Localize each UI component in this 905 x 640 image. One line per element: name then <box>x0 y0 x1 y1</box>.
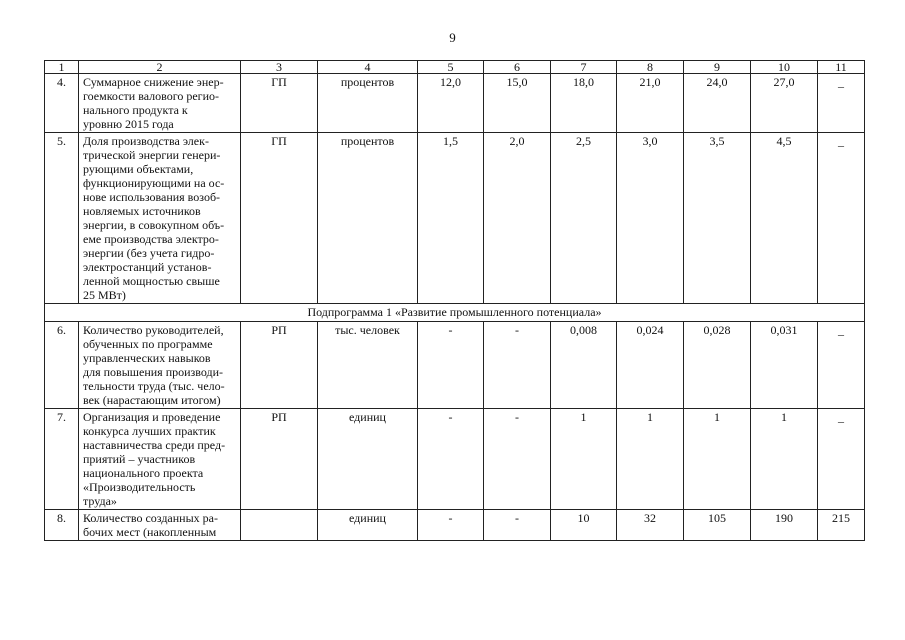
row-number: 5. <box>45 133 79 304</box>
value-cell: 1,5 <box>418 133 484 304</box>
value-cell: - <box>418 322 484 409</box>
row-number: 8. <box>45 510 79 541</box>
value-cell: 1 <box>684 409 751 510</box>
page-number: 9 <box>449 30 456 45</box>
column-header: 9 <box>684 61 751 74</box>
value-cell: 105 <box>684 510 751 541</box>
unit-cell: процентов <box>318 133 418 304</box>
value-cell: 215 <box>818 510 865 541</box>
value-cell: - <box>484 322 551 409</box>
indicator-name-line: управленческих навыков <box>83 351 211 365</box>
indicator-name-line: нального продукта к <box>83 103 188 117</box>
value-cell: 18,0 <box>551 74 617 133</box>
value-cell: 0,024 <box>617 322 684 409</box>
value-cell: _ <box>818 322 865 409</box>
value-cell: 0,031 <box>751 322 818 409</box>
indicator-name-line: для повышения производи- <box>83 365 224 379</box>
value-cell: - <box>484 409 551 510</box>
value-cell: _ <box>818 409 865 510</box>
indicator-name-line: конкурса лучших практик <box>83 424 216 438</box>
table-row <box>45 74 865 133</box>
indicator-name-line: новляемых источников <box>83 204 201 218</box>
row-number: 7. <box>45 409 79 510</box>
indicator-name <box>79 322 241 409</box>
value-cell: 3,0 <box>617 133 684 304</box>
value-cell: - <box>418 409 484 510</box>
indicator-name <box>79 510 241 541</box>
row-number: 4. <box>45 74 79 133</box>
value-cell: 1 <box>751 409 818 510</box>
subprogram-title: Подпрограмма 1 «Развитие промышленного потенциала» <box>45 304 865 322</box>
value-cell: 15,0 <box>484 74 551 133</box>
unit-cell: процентов <box>318 74 418 133</box>
value-cell: 32 <box>617 510 684 541</box>
source-cell: ГП <box>241 74 318 133</box>
table-row <box>45 322 865 409</box>
unit-cell: единиц <box>318 510 418 541</box>
indicator-name <box>79 133 241 304</box>
row-number: 6. <box>45 322 79 409</box>
value-cell: 27,0 <box>751 74 818 133</box>
value-cell: 12,0 <box>418 74 484 133</box>
column-header: 6 <box>484 61 551 74</box>
indicator-name-line: наставничества среди пред- <box>83 438 226 452</box>
value-cell: 10 <box>551 510 617 541</box>
value-cell: _ <box>818 74 865 133</box>
column-header: 2 <box>79 61 241 74</box>
value-cell: 0,008 <box>551 322 617 409</box>
indicator-name-line: гоемкости валового регио- <box>83 89 220 103</box>
value-cell: _ <box>818 133 865 304</box>
indicator-name-line: электростанций установ- <box>83 260 212 274</box>
indicator-name-line: «Производительность <box>83 480 196 494</box>
indicator-name <box>79 74 241 133</box>
table-row <box>45 409 865 510</box>
value-cell: 1 <box>617 409 684 510</box>
indicator-name-line: ленной мощностью свыше <box>83 274 220 288</box>
indicator-name-line: национального проекта <box>83 466 204 480</box>
value-cell: - <box>418 510 484 541</box>
value-cell: 1 <box>551 409 617 510</box>
value-cell: 24,0 <box>684 74 751 133</box>
column-header: 4 <box>318 61 418 74</box>
indicator-name-line: тельности труда (тыс. чело- <box>83 379 225 393</box>
indicator-name-line: Количество созданных ра- <box>83 511 218 525</box>
source-cell <box>241 510 318 541</box>
indicator-name-line: обученных по программе <box>83 337 213 351</box>
indicator-name-line: нове использования возоб- <box>83 190 221 204</box>
indicator-name-line: энергии (без учета гидро- <box>83 246 215 260</box>
table-row <box>45 133 865 304</box>
indicator-name-line: Суммарное снижение энер- <box>83 75 224 89</box>
indicator-name-line: Количество руководителей, <box>83 323 224 337</box>
column-header: 1 <box>45 61 79 74</box>
column-header: 11 <box>818 61 865 74</box>
value-cell: 190 <box>751 510 818 541</box>
indicator-name-line: приятий – участников <box>83 452 196 466</box>
source-cell: ГП <box>241 133 318 304</box>
indicator-name <box>79 409 241 510</box>
indicator-name-line: 25 МВт) <box>83 288 126 302</box>
source-cell: РП <box>241 322 318 409</box>
value-cell: - <box>484 510 551 541</box>
value-cell: 2,0 <box>484 133 551 304</box>
value-cell: 2,5 <box>551 133 617 304</box>
subprogram-row <box>45 304 865 322</box>
indicators-table <box>44 60 865 541</box>
indicator-name-line: рующими объектами, <box>83 162 194 176</box>
indicator-name-line: труда» <box>83 494 117 508</box>
value-cell: 21,0 <box>617 74 684 133</box>
value-cell: 3,5 <box>684 133 751 304</box>
table-row <box>45 510 865 541</box>
column-header: 3 <box>241 61 318 74</box>
indicator-name-line: Организация и проведение <box>83 410 221 424</box>
indicator-name-line: функционирующими на ос- <box>83 176 225 190</box>
header-row <box>45 61 865 74</box>
value-cell: 0,028 <box>684 322 751 409</box>
column-header: 8 <box>617 61 684 74</box>
value-cell: 4,5 <box>751 133 818 304</box>
unit-cell: тыс. человек <box>318 322 418 409</box>
indicator-name-line: еме производства электро- <box>83 232 219 246</box>
indicator-name-line: энергии, в совокупном объ- <box>83 218 225 232</box>
indicator-name-line: Доля производства элек- <box>83 134 209 148</box>
indicator-name-line: трической энергии генери- <box>83 148 221 162</box>
unit-cell: единиц <box>318 409 418 510</box>
column-header: 7 <box>551 61 617 74</box>
source-cell: РП <box>241 409 318 510</box>
column-header: 5 <box>418 61 484 74</box>
indicator-name-line: бочих мест (накопленным <box>83 525 217 539</box>
indicator-name-line: уровню 2015 года <box>83 117 174 131</box>
column-header: 10 <box>751 61 818 74</box>
indicator-name-line: век (нарастающим итогом) <box>83 393 221 407</box>
